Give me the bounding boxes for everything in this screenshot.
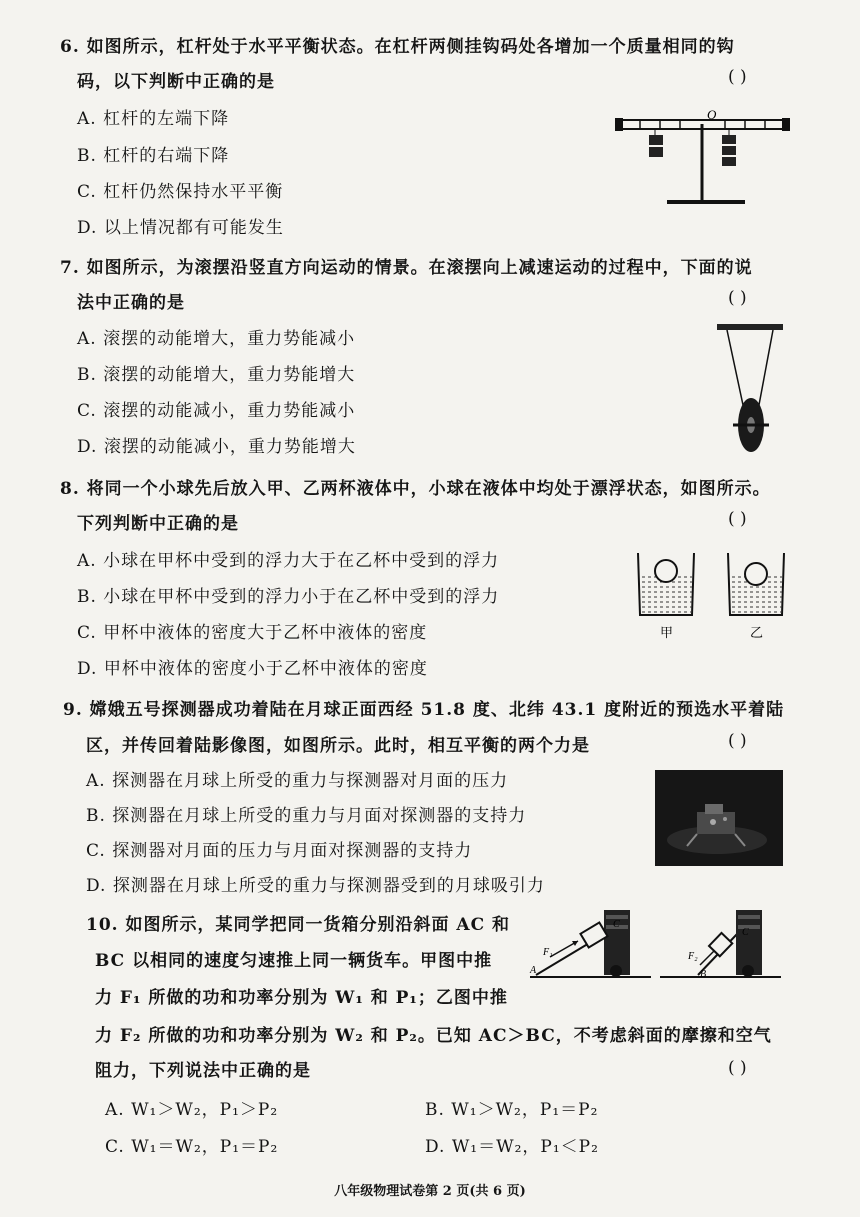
q8-stem-line2: 下列判断中正确的是 [77,514,239,534]
page-footer: 八年级物理试卷第 2 页(共 6 页) [334,1184,526,1199]
q9-option-b[interactable]: B. 探测器在月球上所受的重力与月面对探测器的支持力 [86,806,527,826]
q7-stem-line2: 法中正确的是 [77,293,185,313]
beakers-figure [630,545,790,645]
q9-stem-line2: 区，并传回着陆影像图，如图所示。此时，相互平衡的两个力是 [86,736,590,756]
q7-option-d[interactable]: D. 滚摆的动能减小，重力势能增大 [77,437,356,457]
q8-option-d[interactable]: D. 甲杯中液体的密度小于乙杯中液体的密度 [77,659,428,679]
lever-pivot-label: O [707,107,717,122]
q7-stem-line1: 7. 如图所示，为滚摆沿竖直方向运动的情景。在滚摆向上减速运动的过程中，下面的说 [60,258,753,278]
q10-stem-line2: BC 以相同的速度匀速推上同一辆货车。甲图中推 [95,951,493,971]
q7-answer-paren: ( ) [728,288,747,308]
q8-option-c[interactable]: C. 甲杯中液体的密度大于乙杯中液体的密度 [77,623,428,643]
q8-option-b[interactable]: B. 小球在甲杯中受到的浮力小于在乙杯中受到的浮力 [77,587,500,607]
lunar-landing-photo [655,770,783,866]
q10-stem-line4: 力 F₂ 所做的功和功率分别为 W₂ 和 P₂。已知 AC＞BC，不考虑斜面的摩擦和空气 [95,1026,772,1046]
q10-answer-paren: ( ) [728,1058,747,1078]
q6-answer-paren: ( ) [728,67,747,87]
q10-stem-line1: 10. 如图所示，某同学把同一货箱分别沿斜面 AC 和 [86,915,511,935]
incline-figures [528,905,783,985]
force-f2-label: F₂ [688,951,698,962]
q7-option-b[interactable]: B. 滚摆的动能增大，重力势能增大 [77,365,356,385]
beaker-jia-label: 甲 [660,626,674,641]
incline-point-c1: C [613,919,620,930]
q10-option-b[interactable]: B. W₁＞W₂，P₁＝P₂ [425,1100,599,1120]
incline-point-b: B [700,969,707,980]
q6-option-a[interactable]: A. 杠杆的左端下降 [77,109,230,129]
q7-option-c[interactable]: C. 滚摆的动能减小，重力势能减小 [77,401,356,421]
q10-stem-line5: 阻力，下列说法中正确的是 [95,1061,311,1081]
q9-option-a[interactable]: A. 探测器在月球上所受的重力与探测器对月面的压力 [86,771,509,791]
q8-answer-paren: ( ) [728,509,747,529]
q10-option-a[interactable]: A. W₁＞W₂，P₁＞P₂ [105,1100,279,1120]
lever-figure [615,105,790,210]
q8-option-a[interactable]: A. 小球在甲杯中受到的浮力大于在乙杯中受到的浮力 [77,551,500,571]
incline-point-a: A [530,965,537,976]
incline-point-c2: C [742,927,749,938]
q10-option-c[interactable]: C. W₁＝W₂，P₁＝P₂ [105,1137,279,1157]
q10-option-d[interactable]: D. W₁＝W₂，P₁＜P₂ [425,1137,599,1157]
q6-option-b[interactable]: B. 杠杆的右端下降 [77,146,230,166]
q6-stem-line1: 6. 如图所示，杠杆处于水平平衡状态。在杠杆两侧挂钩码处各增加一个质量相同的钩 [60,37,735,57]
q6-option-d[interactable]: D. 以上情况都有可能发生 [77,218,284,238]
q7-option-a[interactable]: A. 滚摆的动能增大，重力势能减小 [77,329,356,349]
q10-stem-line3: 力 F₁ 所做的功和功率分别为 W₁ 和 P₁；乙图中推 [95,988,508,1008]
pendulum-figure [715,320,785,470]
force-f1-label: F₁ [543,947,553,958]
q9-option-d[interactable]: D. 探测器在月球上所受的重力与探测器受到的月球吸引力 [86,876,545,896]
q9-answer-paren: ( ) [728,731,747,751]
q8-stem-line1: 8. 将同一个小球先后放入甲、乙两杯液体中，小球在液体中均处于漂浮状态，如图所示。 [60,479,771,499]
beaker-yi-label: 乙 [750,626,764,641]
q9-option-c[interactable]: C. 探测器对月面的压力与月面对探测器的支持力 [86,841,473,861]
q9-stem-line1: 9. 嫦娥五号探测器成功着陆在月球正面西经 51.8 度、北纬 43.1 度附近的预选水平着陆 [63,700,785,720]
q6-stem-line2: 码，以下判断中正确的是 [77,72,275,92]
q6-option-c[interactable]: C. 杠杆仍然保持水平平衡 [77,182,284,202]
